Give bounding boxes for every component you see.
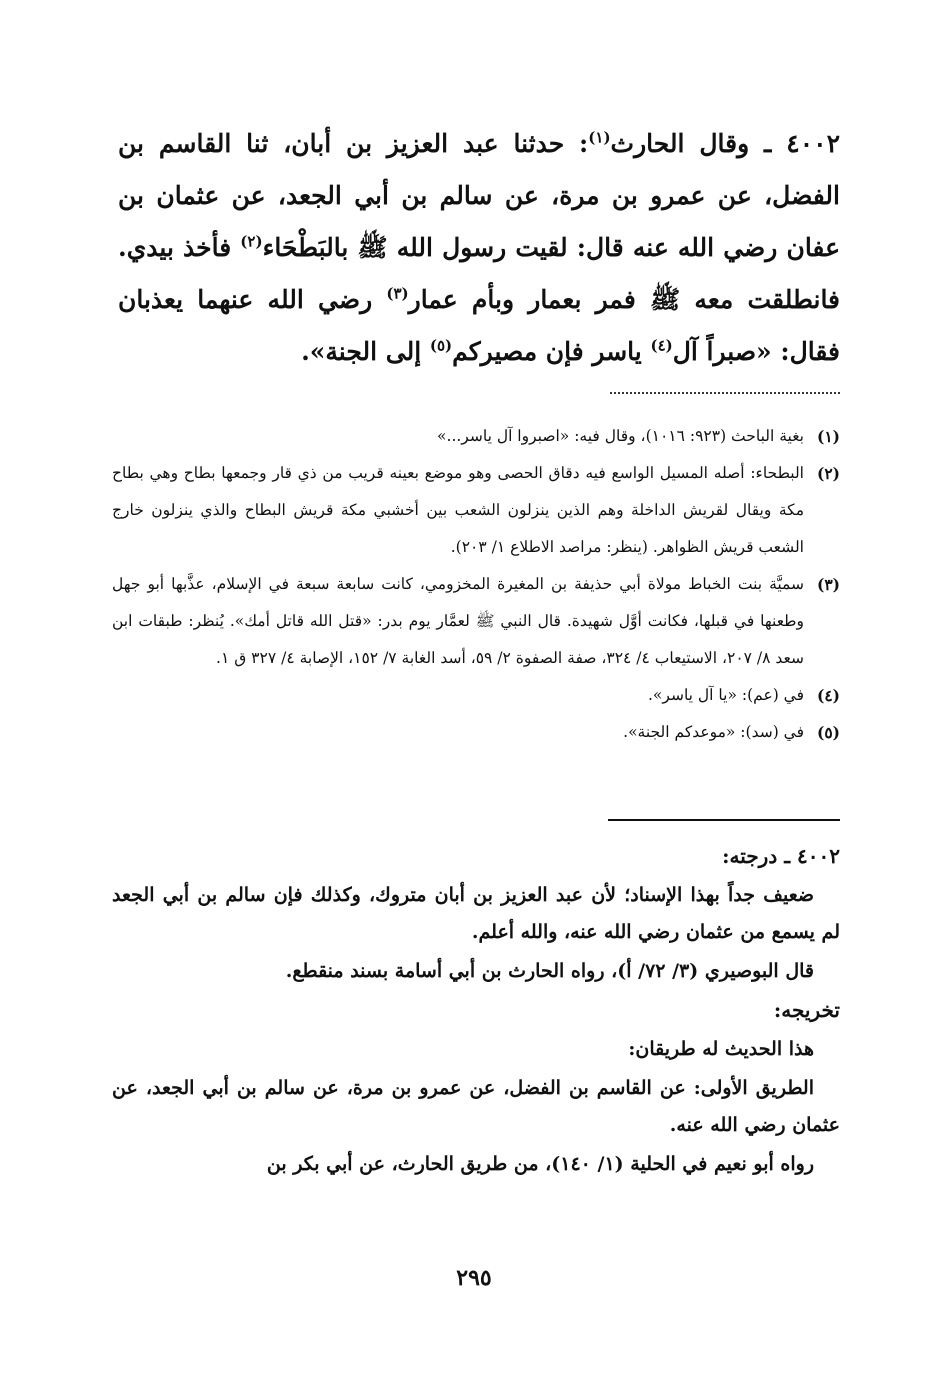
footnote-4 <box>112 677 840 714</box>
footnotes <box>112 418 840 751</box>
footnote-ref-1[interactable]: (١) <box>588 128 611 147</box>
footnote-text: سميَّة بنت الخباط مولاة أبي حذيفة بن المغيرة المخزومي، كانت سابعة سبعة في الإسلام، عذَّبها أبو جهل وطعنها في قبلها، فكانت أوَّل شهيدة. قال النبي ﷺ لعمَّار يوم بدر: «قتل الله قاتل أمك». يُنظر: طبقات ابن سعد ٨/ ٢٠٧، الاستيعاب ٤/ ٣٢٤، صفة الصفوة ٢/ ٥٩، أسد الغابة ٧/ ١٥٢، الإصابة ٤/ ٣٢٧ ق ١. <box>112 575 804 667</box>
hadith-paragraph: ٤٠٠٢ ـ وقال الحارث$^{(١)}$: حدثنا عبد العزيز بن أبان، ثنا القاسم بن الفضل، عن عمرو بن مرة، عن سالم بن أبي الجعد، عن عثمان بن عفان رضي الله عنه قال: لقيت رسول الله ﷺ بالبَطْحَاء$^{(٢)}$ فأخذ بيدي. فانطلقت معه ﷺ فمر بعمار وبأم عمار$^{(٣)}$ رضي الله عنهما يعذبان فقال: «صبراً آل$^{(٤)}$ ياسر فإن مصيركم$^{(٥)}$ إلى الجنة». <box>118 128 841 366</box>
footnote-number: (٣) <box>816 575 840 594</box>
first-route-text: عن القاسم بن الفضل، عن عمرو بن مرة، عن سالم بن أبي الجعد، عن عثمان رضي الله عنه. <box>112 1077 840 1136</box>
footnote-ref-4[interactable]: (٤) <box>650 336 673 355</box>
commentary <box>112 838 840 1185</box>
first-route <box>112 1070 840 1144</box>
hadith-text <box>118 118 840 378</box>
footnote-ref-3[interactable]: (٣) <box>386 284 409 303</box>
page-number: ٢٩٥ <box>456 1265 492 1291</box>
footnote-3 <box>112 566 840 677</box>
footnote-separator-dots <box>610 382 840 394</box>
footnote-text: البطحاء: أصله المسيل الواسع فيه دقاق الحصى وهو موضع بعينه قريب من ذي قار وجمعها بطاح وهي بطاح مكة ويقال لقريش الداخلة وهم الذين ينزلون الشعب بين أخشبي مكة قريش البطاح والذي ينزلون خارج الشعب قريش الظواهر. (ينظر: مراصد الاطلاع ١/ ٢٠٣). <box>112 464 804 556</box>
footnote-number: (٤) <box>816 686 840 705</box>
footnote-2 <box>112 455 840 566</box>
footnote-number: (٢) <box>816 464 840 483</box>
footnote-5 <box>112 714 840 751</box>
grading-heading: ٤٠٠٢ ـ درجته: <box>722 844 840 868</box>
routes-intro: هذا الحديث له طريقان: <box>628 1038 814 1060</box>
section-divider <box>608 819 840 821</box>
footnote-text: في (عم): «يا آل ياسر». <box>648 686 804 704</box>
footnote-ref-5[interactable]: (٥) <box>429 336 453 355</box>
takhrij-heading: تخريجه: <box>773 998 840 1022</box>
abu-nuaym-note: رواه أبو نعيم في الحلية (١/ ١٤٠)، من طريق الحارث، عن أبي بكر بن <box>266 1153 814 1175</box>
busiri-note: قال البوصيري (٣/ ٧٢/ أ)، رواه الحارث بن أبي أسامة بسند منقطع. <box>285 960 814 982</box>
footnote-text: في (سد): «موعدكم الجنة». <box>623 723 804 741</box>
footnote-text: بغية الباحث (٩٢٣: ١٠١٦)، وقال فيه: «اصبروا آل ياسر...» <box>437 427 804 445</box>
footnote-ref-2[interactable]: (٢) <box>240 232 263 251</box>
first-route-label: الطريق الأولى: <box>693 1077 814 1099</box>
footnote-1 <box>112 418 840 455</box>
footnote-number: (٥) <box>816 723 840 742</box>
footnote-number: (١) <box>816 427 840 446</box>
grading-text: ضعيف جداً بهذا الإسناد؛ لأن عبد العزيز بن أبان متروك، وكذلك فإن سالم بن أبي الجعد لم يسمع من عثمان رضي الله عنه، والله أعلم. <box>112 884 840 943</box>
